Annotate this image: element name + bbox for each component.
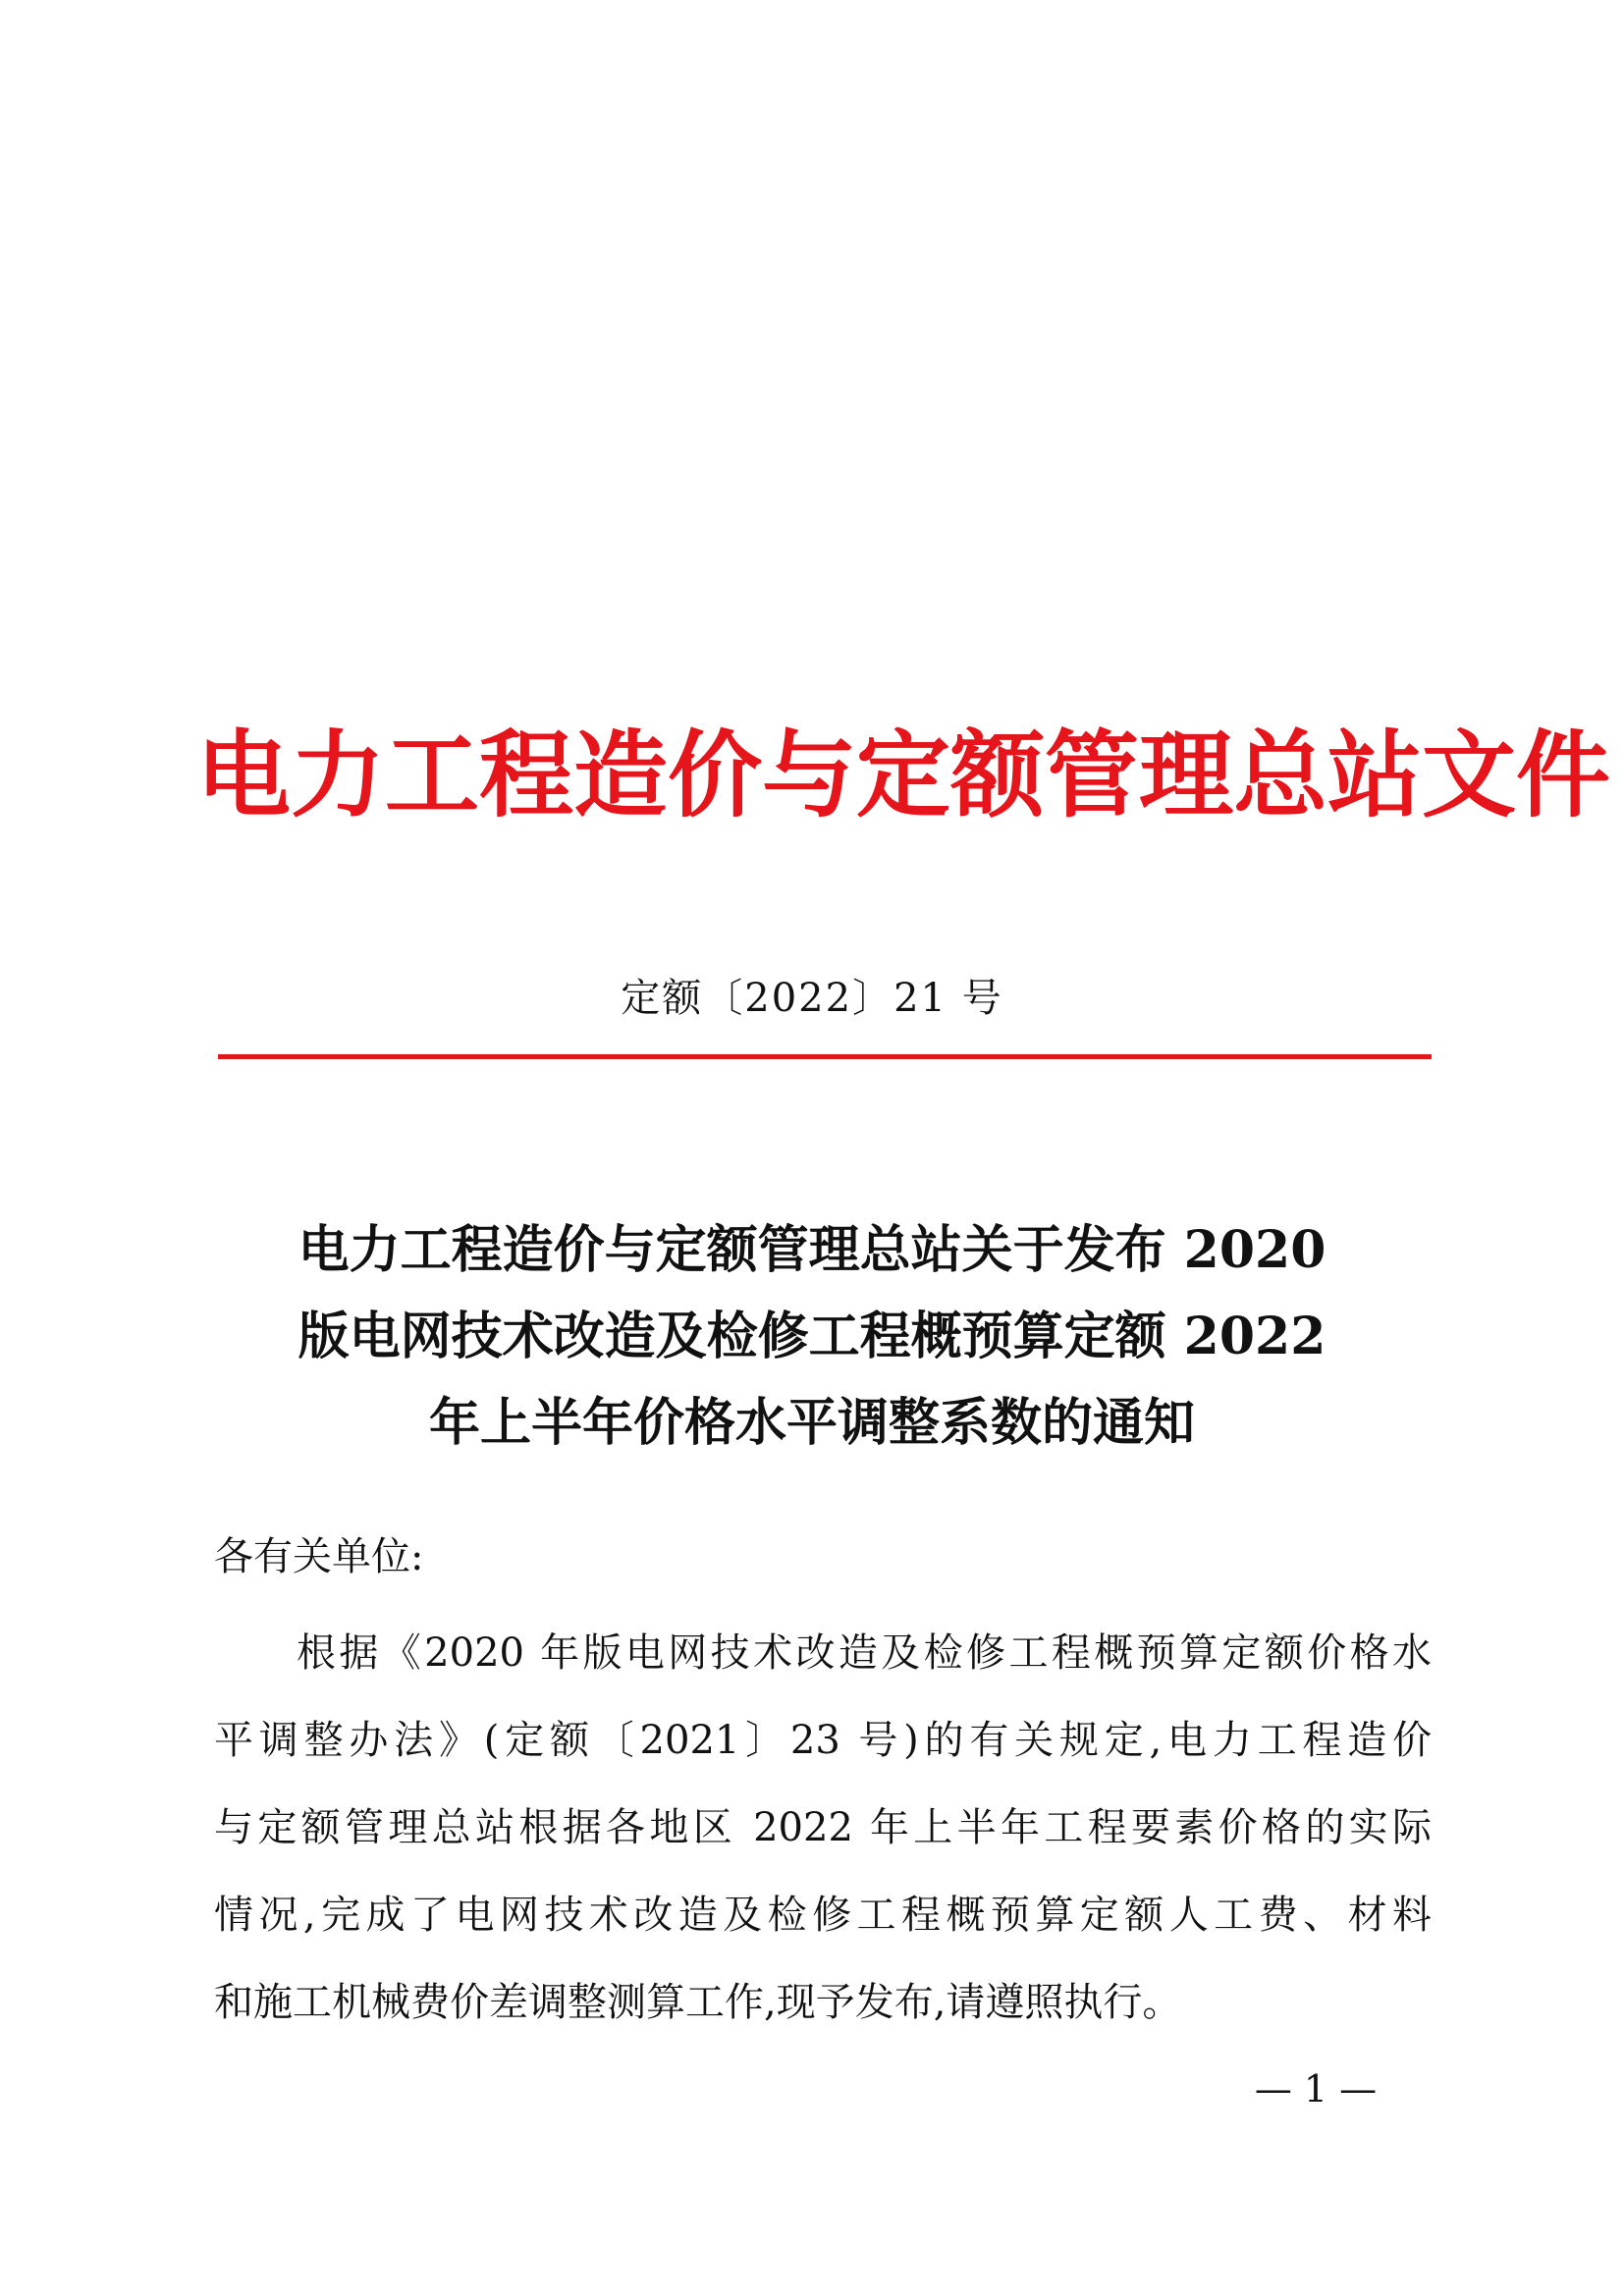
body-paragraph: [214, 1610, 1432, 2047]
page-number: — 1 —: [1254, 2067, 1378, 2110]
notice-title-line: 版电网技术改造及检修工程概预算定额 2022: [298, 1307, 1326, 1366]
masthead-title: 电力工程造价与定额管理总站文件: [196, 720, 1610, 830]
addressee: 各有关单位:: [214, 1534, 424, 1579]
body-line: 与定额管理总站根据各地区 2022 年上半年工程要素价格的实际: [214, 1805, 1432, 1850]
body-line: 情况,完成了电网技术改造及检修工程概预算定额人工费、材料: [214, 1893, 1432, 1938]
body-line: 平调整办法》(定额〔2021〕23 号)的有关规定,电力工程造价: [214, 1718, 1432, 1763]
document-number: 定额〔2022〕21 号: [621, 976, 1003, 1021]
red-separator-line: [218, 1054, 1432, 1059]
body-line: 根据《2020 年版电网技术改造及检修工程概预算定额价格水: [297, 1630, 1432, 1676]
notice-title-line: 电力工程造价与定额管理总站关于发布 2020: [298, 1220, 1326, 1280]
notice-title: [196, 1207, 1428, 1467]
notice-title-line: 年上半年价格水平调整系数的通知: [428, 1393, 1195, 1453]
body-line: 和施工机械费价差调整测算工作,现予发布,请遵照执行。: [214, 1980, 1182, 2025]
